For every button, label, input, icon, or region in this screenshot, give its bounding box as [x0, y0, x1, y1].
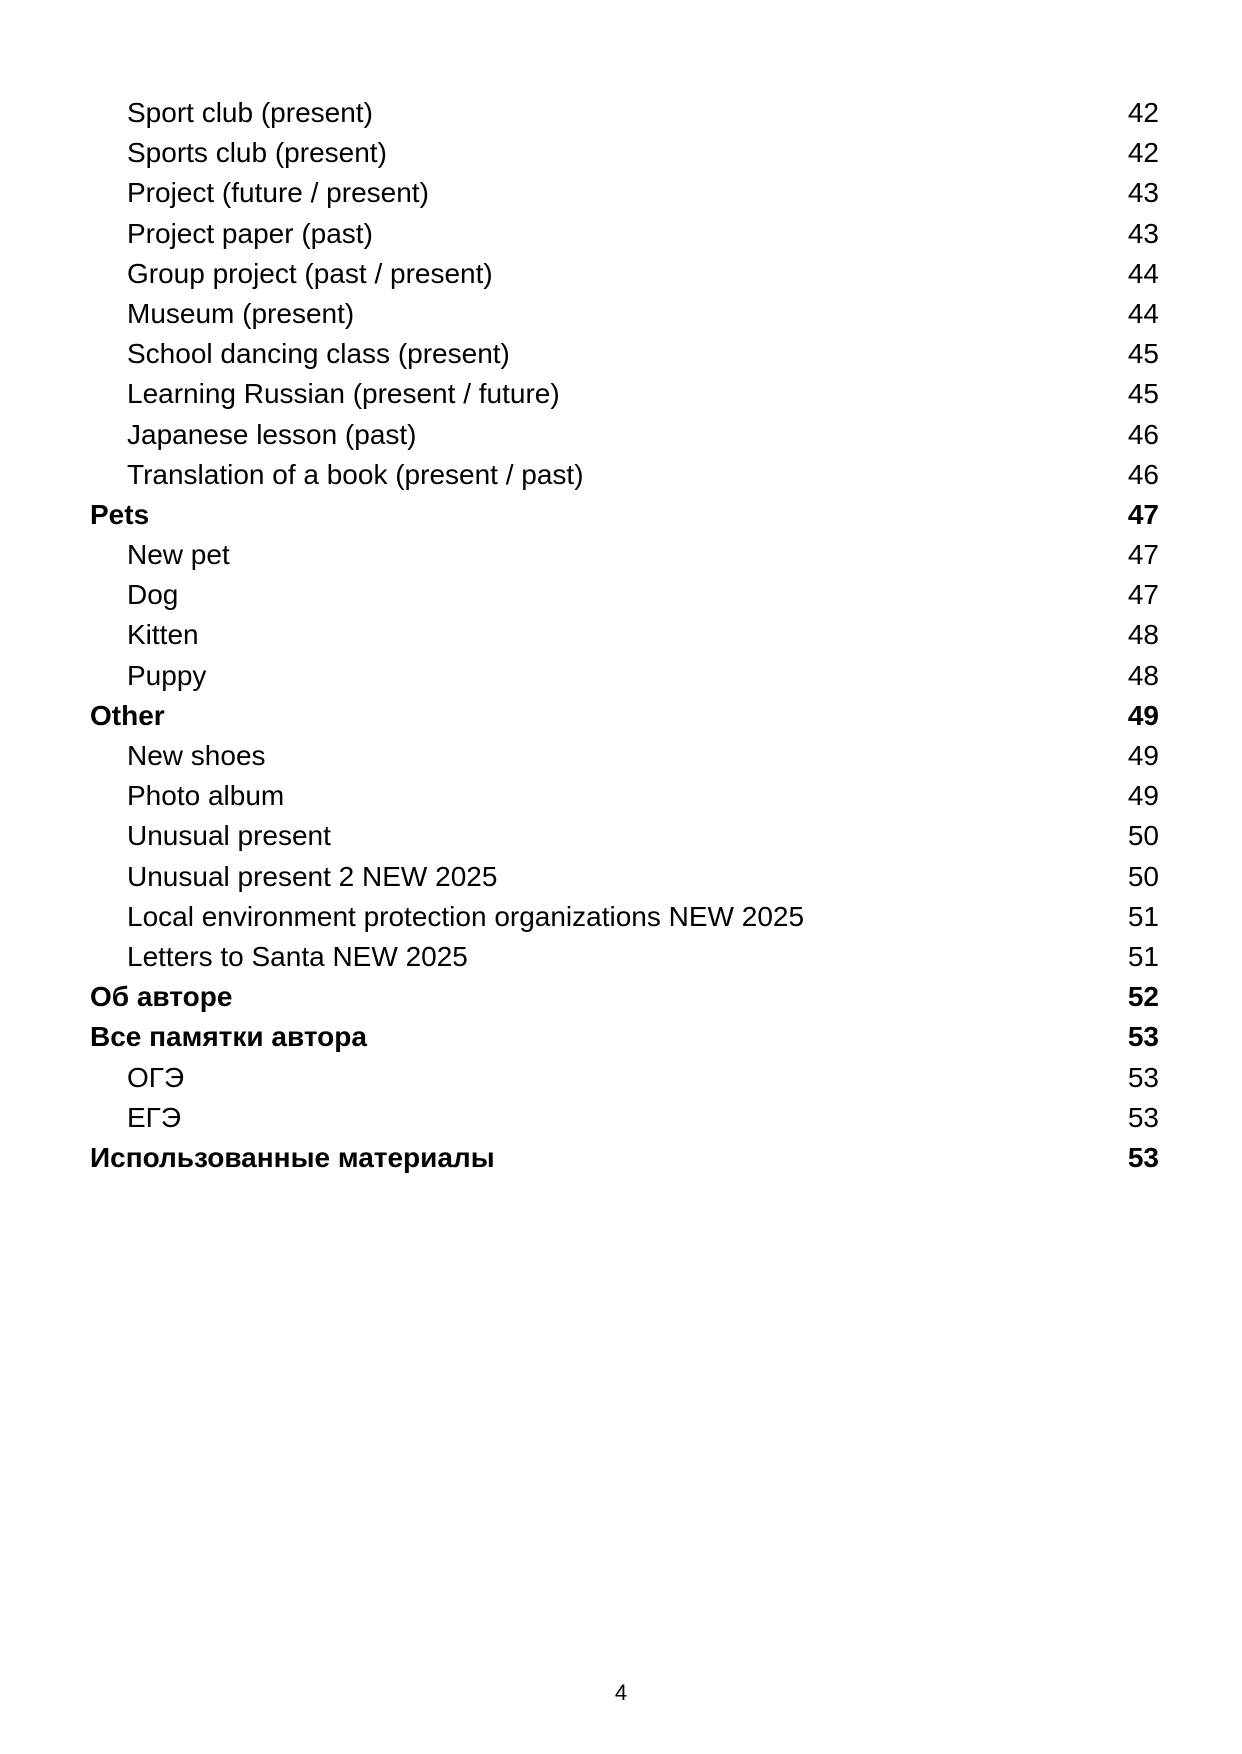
toc-entry-page: 53 [1127, 1061, 1159, 1093]
toc-section-entry[interactable] [90, 1138, 1159, 1178]
toc-entry-page: 53 [1127, 1141, 1159, 1173]
toc-entry-page: 51 [1127, 900, 1159, 932]
toc-entry[interactable] [90, 374, 1159, 414]
toc-entry[interactable] [90, 214, 1159, 254]
toc-entry-title: Использованные материалы [90, 1141, 495, 1173]
toc-entry-page: 43 [1127, 177, 1159, 209]
toc-entry-page: 51 [1127, 940, 1159, 972]
toc-entry-page: 47 [1127, 579, 1159, 611]
toc-section-entry[interactable] [90, 977, 1159, 1017]
toc-entry-page: 45 [1127, 338, 1159, 370]
toc-entry-title: Puppy [127, 659, 207, 691]
toc-entry[interactable] [90, 254, 1159, 294]
toc-entry-title: ОГЭ [127, 1061, 185, 1093]
toc-entry-title: Pets [90, 498, 150, 530]
toc-section-entry[interactable] [90, 696, 1159, 736]
toc-entry-title: New shoes [127, 740, 266, 771]
toc-entry-title: Translation of a book (present / past) [127, 458, 584, 490]
toc-entry-page: 50 [1127, 820, 1159, 852]
toc-entry-page: 48 [1127, 659, 1159, 691]
toc-section-entry[interactable] [90, 495, 1159, 535]
toc-entry-page: 50 [1127, 860, 1159, 892]
toc-entry[interactable] [90, 133, 1159, 173]
toc-entry-page: 44 [1127, 297, 1159, 329]
toc-entry-title: Об авторе [90, 981, 233, 1013]
toc-entry-page: 43 [1127, 217, 1159, 249]
toc-entry[interactable] [90, 334, 1159, 374]
toc-entry-title: Photo album [127, 780, 285, 812]
toc-entry-title: Museum (present) [127, 297, 355, 329]
toc-entry-page: 44 [1127, 257, 1159, 289]
toc-entry-page: 47 [1127, 498, 1159, 530]
page-number: 4 [614, 1680, 628, 1705]
toc-entry[interactable] [90, 897, 1159, 937]
toc-section-entry[interactable] [90, 1017, 1159, 1057]
toc-entry[interactable] [90, 173, 1159, 213]
toc-entry[interactable] [90, 415, 1159, 455]
toc-entry-title: Group project (past / present) [127, 257, 493, 289]
toc-entry-title: Kitten [127, 619, 199, 651]
toc-entry[interactable] [90, 736, 1159, 776]
toc-entry-title: New pet [127, 539, 230, 571]
toc-entry[interactable] [90, 776, 1159, 816]
toc-entry-page: 49 [1127, 780, 1159, 812]
toc-entry-title: ЕГЭ [127, 1101, 181, 1133]
toc-entry-page: 49 [1127, 740, 1159, 771]
toc-entry-page: 49 [1127, 699, 1159, 731]
toc-entry-page: 48 [1127, 619, 1159, 651]
toc-entry-page: 52 [1127, 981, 1159, 1013]
toc-entry-title: Learning Russian (present / future) [127, 378, 560, 410]
toc-entry[interactable] [90, 937, 1159, 977]
toc-entry-title: Unusual present [127, 820, 331, 852]
toc-entry-title: Project paper (past) [127, 217, 373, 249]
table-of-contents [90, 93, 1159, 1178]
toc-entry-page: 45 [1127, 378, 1159, 410]
toc-entry[interactable] [90, 575, 1159, 615]
toc-entry-title: Все памятки автора [90, 1021, 367, 1053]
toc-entry[interactable] [90, 857, 1159, 897]
toc-entry-title: Dog [127, 579, 179, 611]
toc-entry-title: Project (future / present) [127, 177, 429, 209]
toc-entry-page: 46 [1127, 458, 1159, 490]
toc-entry-title: Unusual present 2 NEW 2025 [127, 860, 498, 892]
toc-entry-title: Sports club (present) [127, 137, 387, 169]
toc-entry-page: 53 [1127, 1021, 1159, 1053]
toc-entry-page: 42 [1127, 137, 1159, 169]
toc-entry[interactable] [90, 294, 1159, 334]
toc-entry-title: School dancing class (present) [127, 338, 510, 370]
toc-entry[interactable] [90, 816, 1159, 856]
toc-entry-title: Other [90, 699, 165, 731]
toc-entry[interactable] [90, 535, 1159, 575]
toc-entry[interactable] [90, 1098, 1159, 1138]
toc-entry-title: Japanese lesson (past) [127, 418, 417, 450]
toc-entry-page: 47 [1127, 539, 1159, 571]
toc-entry[interactable] [90, 615, 1159, 655]
toc-entry[interactable] [90, 1058, 1159, 1098]
toc-entry-title: Local environment protection organizations NEW 2025 [127, 900, 805, 932]
toc-entry-page: 53 [1127, 1101, 1159, 1133]
toc-entry-title: Sport club (present) [127, 97, 373, 128]
toc-entry[interactable] [90, 656, 1159, 696]
toc-entry-page: 42 [1127, 97, 1159, 128]
toc-entry-page: 46 [1127, 418, 1159, 450]
toc-entry[interactable] [90, 455, 1159, 495]
toc-entry[interactable] [90, 93, 1159, 133]
toc-entry-title: Letters to Santa NEW 2025 [127, 940, 468, 972]
